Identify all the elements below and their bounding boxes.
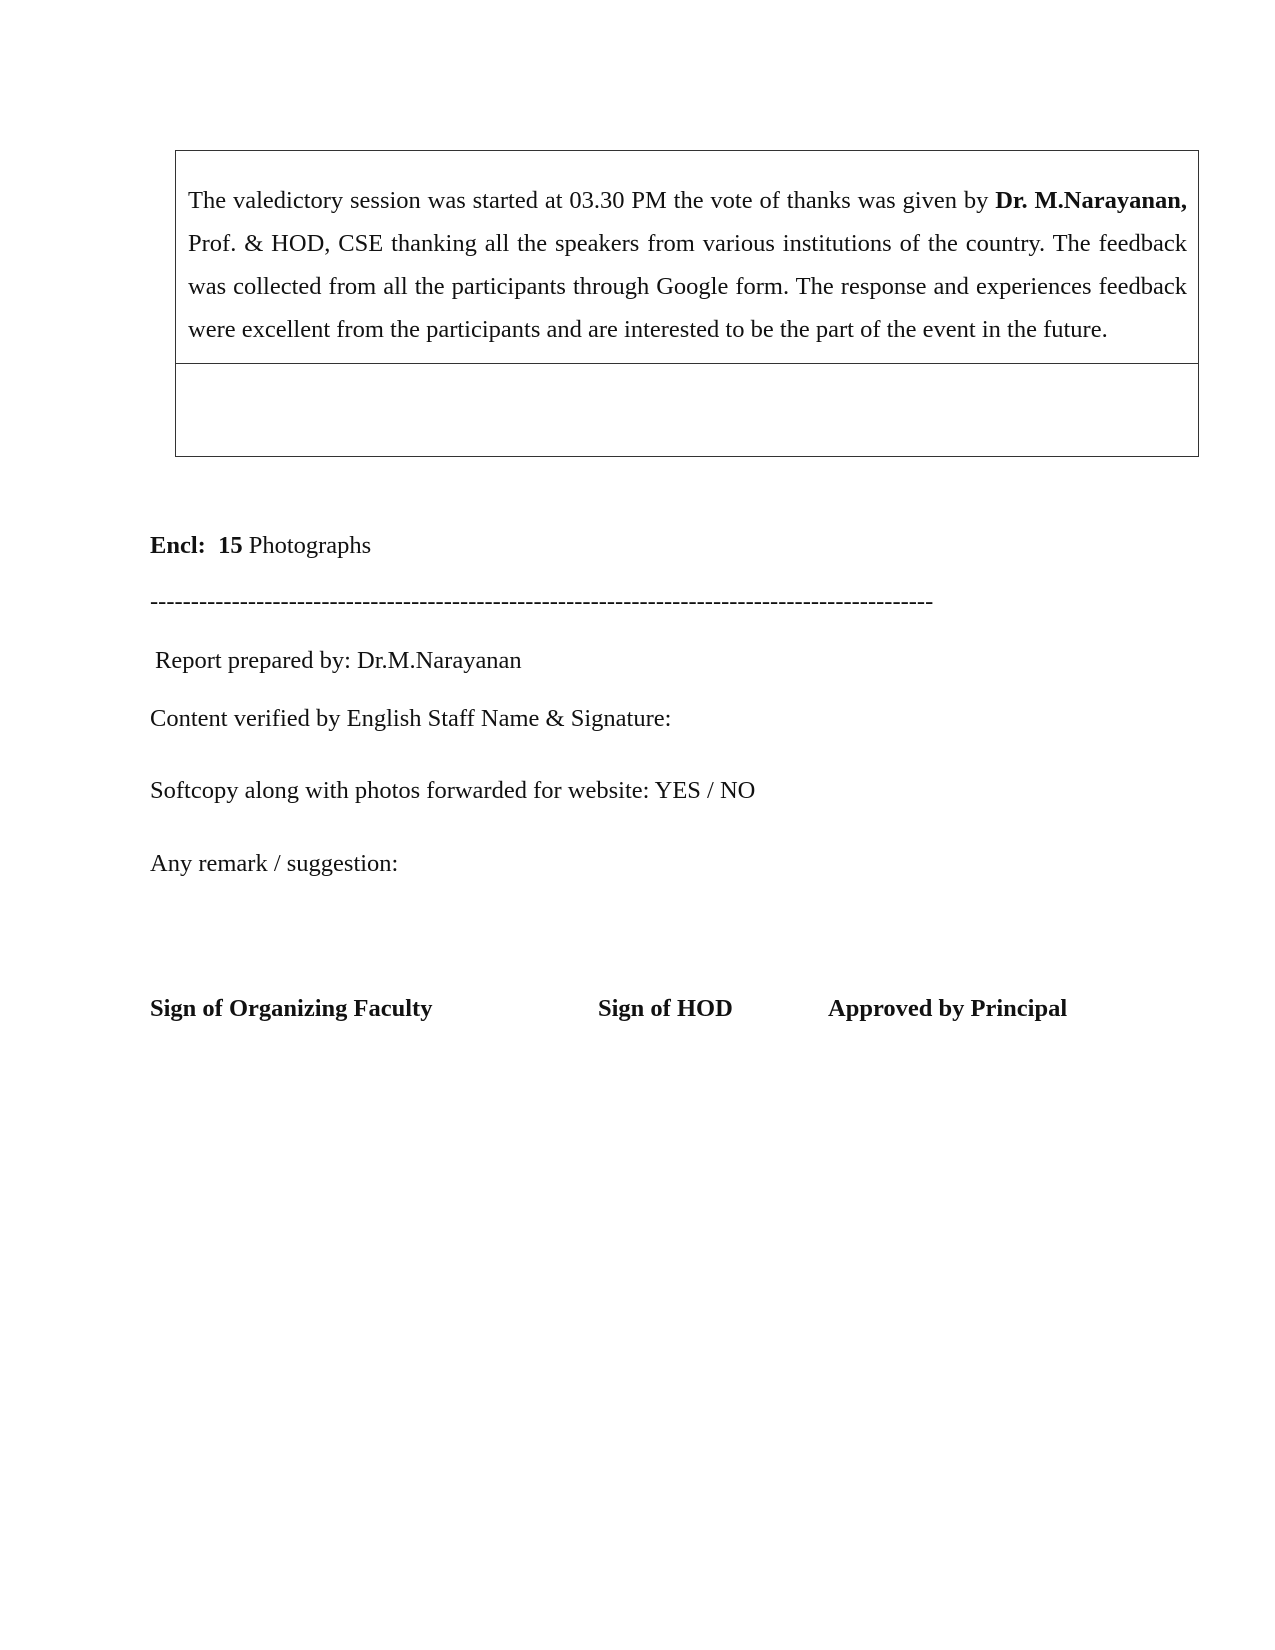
softcopy-line: Softcopy along with photos forwarded for website: YES / NO: [150, 777, 756, 804]
enclosure-label: Encl:: [150, 532, 206, 559]
enclosure-count: 15: [218, 532, 243, 559]
valedictory-paragraph: [176, 151, 1198, 364]
enclosure-line: [150, 532, 371, 560]
dashed-separator: ------------------------------------------------------------------------------------------------: [150, 588, 934, 615]
speaker-name: Dr. M.Narayanan,: [995, 187, 1187, 214]
report-table: [175, 150, 1199, 457]
prepared-by-line: Report prepared by: Dr.M.Narayanan: [155, 647, 522, 674]
enclosure-item: Photographs: [248, 532, 372, 559]
paragraph-text-end: Prof. & HOD, CSE thanking all the speakers from various institutions of the country. The feedback was collected from all the participants through Google form. The response and experiences feedback were excellent from the participants and are interested to be the part of the event in the future.: [188, 230, 1187, 343]
remark-line: Any remark / suggestion:: [150, 850, 399, 877]
empty-table-row: [176, 364, 1198, 456]
paragraph-text-start: The valedictory session was started at 03.30 PM the vote of thanks was given by: [188, 187, 996, 214]
approved-by-principal: Approved by Principal: [828, 995, 1068, 1022]
sign-hod: Sign of HOD: [598, 995, 733, 1022]
content-verified-line: Content verified by English Staff Name & Signature:: [150, 705, 672, 732]
sign-organizing-faculty: Sign of Organizing Faculty: [150, 995, 433, 1022]
